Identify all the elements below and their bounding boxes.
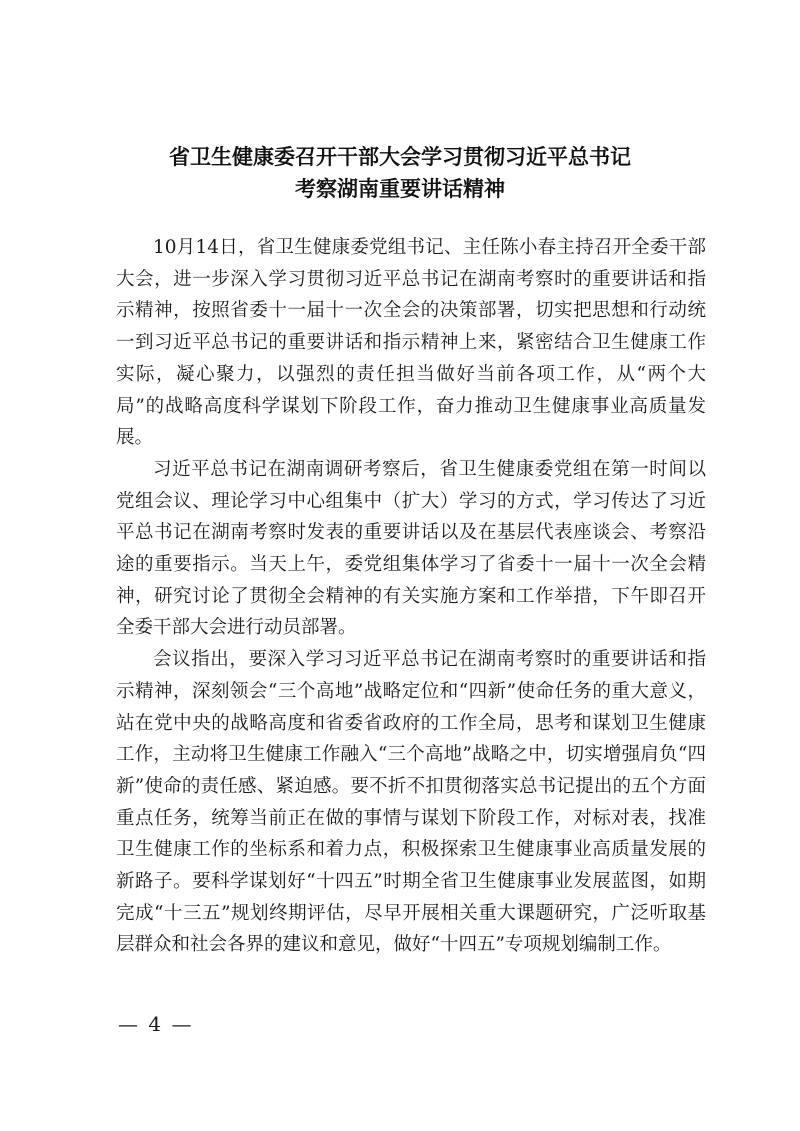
paragraph: 会议指出，要深入学习习近平总书记在湖南考察时的重要讲话和指示精神，深刻领会“三个高地”战略定位和“四新”使命任务的重大意义，站在党中央的战略高度和省委省政府的工作全局，思考和谋划卫生健康工作，主动将卫生健康工作融入“三个高地”战略之中，切实增强肩负“四新”使命的责任感、紧迫感。要不折不扣贯彻落实总书记提出的五个方面重点任务，统筹当前正在做的事情与谋划下阶段工作，对标对表，找准卫生健康工作的坐标系和着力点，积极探索卫生健康事业高质量发展的新路子。要科学谋划好“十四五”时期全省卫生健康事业发展蓝图，如期完成“十三五”规划终期评估，尽早开展相关重大课题研究，广泛听取基层群众和社会各界的建议和意见，做好“十四五”专项规划编制工作。	[116, 649, 706, 956]
document-body	[116, 232, 706, 961]
paragraph: 习近平总书记在湖南调研考察后，省卫生健康委党组在第一时间以党组会议、理论学习中心组集中（扩大）学习的方式，学习传达了习近平总书记在湖南考察时发表的重要讲话以及在基层代表座谈会、考察沿途的重要指示。当天上午，委党组集体学习了省委十一届十一次全会精神，研究讨论了贯彻全会精神的有关实施方案和工作举措，下午即召开全委干部大会进行动员部署。	[116, 458, 706, 639]
page-number: — 4 —	[118, 1012, 194, 1036]
document-title-line-1: 省卫生健康委召开干部大会学习贯彻习近平总书记	[169, 144, 631, 169]
paragraph: 10月14日，省卫生健康委党组书记、主任陈小春主持召开全委干部大会，进一步深入学习贯彻习近平总书记在湖南考察时的重要讲话和指示精神，按照省委十一届十一次全会的决策部署，切实把思想和行动统一到习近平总书记的重要讲话和指示精神上来，紧密结合卫生健康工作实际，凝心聚力，以强烈的责任担当做好当前各项工作，从“两个大局”的战略高度科学谋划下阶段工作，奋力推动卫生健康事业高质量发展。	[116, 237, 706, 449]
document-title-line-2: 考察湖南重要讲话精神	[295, 176, 505, 201]
